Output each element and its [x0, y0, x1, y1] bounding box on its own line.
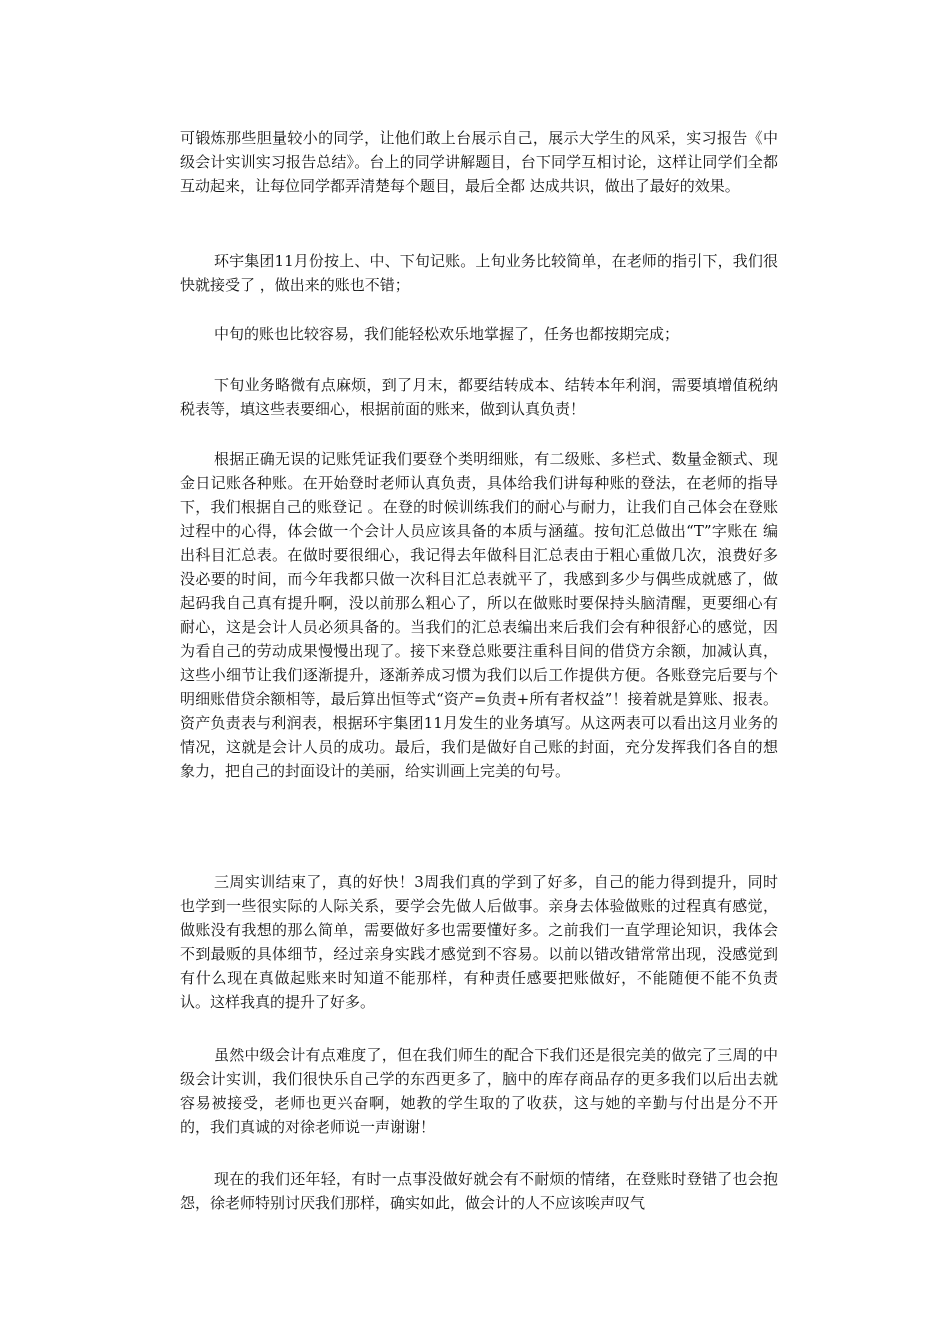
paragraph-4: 下旬业务略微有点麻烦，到了月末，都要结转成本、结转本年利润，需要填增值税纳税表等，填这些表要细心，根据前面的账来，做到认真负责！: [180, 376, 778, 418]
paragraph-1: 可锻炼那些胆量较小的同学，让他们敢上台展示自己，展示大学生的风采，实习报告《中级会计实训实习报告总结》。台上的同学讲解题目，台下同学互相讨论，这样让同学们全都互动起来，让每位同学都弄清楚每个题目，最后全都 达成共识，做出了最好的效果。: [180, 129, 778, 195]
paragraph-5: 根据正确无误的记账凭证我们要登个类明细账，有二级账、多栏式、数量金额式、现金日记账各种账。在开始登时老师认真负责，具体给我们讲每种账的登法，在老师的指导下，我们根据自己的账登记 。在登的时候训练我们的耐心与耐力，让我们自己体会在登账过程中的心得，体会做一个会计人员应该具备的本质与涵蕴。按旬汇总做出“T”字账在 编出科目汇总表。在做时要很细心，我记得去年做科目汇总表由于粗心重做几次，浪费好多没必要的时间，而今年我都只做一次科目汇总表就平了，我感到多少与偶些成就感了，做起码我自己真有提升啊，没以前那么粗心了，所以在做账时要保持头脑清醒，更要细心有耐心，这是会计人员必须具备的。当我们的汇总表编出来后我们会有种很舒心的感觉，因为看自己的劳动成果慢慢出现了。接下来登总账要注重科目间的借贷方余额，加减认真，这些小细节让我们逐渐提升，逐渐养成习惯为我们以后工作提供方便。各账登完后要与个明细账借贷余额相等，最后算出恒等式“资产=负责+所有者权益”！接着就是算账、报表。资产负责表与利润表，根据环宇集团11月发生的业务填写。从这两表可以看出这月业务的情况，这就是会计人员的成功。最后，我们是做好自己账的封面，充分发挥我们各自的想象力，把自己的封面设计的美丽，给实训画上完美的句号。: [180, 450, 778, 780]
paragraph-2: 环宇集团11月份按上、中、下旬记账。上旬业务比较简单，在老师的指引下，我们很快就接受了 ，做出来的账也不错；: [180, 252, 778, 294]
paragraph-8: 现在的我们还年轻，有时一点事没做好就会有不耐烦的情绪，在登账时登错了也会抱怨，徐老师特别讨厌我们那样，确实如此，做会计的人不应该唉声叹气: [180, 1170, 778, 1212]
paragraph-6: 三周实训结束了，真的好快！3周我们真的学到了好多，自己的能力得到提升，同时也学到一些很实际的人际关系，要学会先做人后做事。亲身去体验做账的过程真有感觉，做账没有我想的那么简单，需要做好多也需要懂好多。之前我们一直学理论知识，我体会不到最贩的具体细节，经过亲身实践才感觉到不容易。以前以错改错常常出现，没感觉到有什么现在真做起账来时知道不能那样，有种责任感要把账做好，不能随便不能不负责认。这样我真的提升了好多。: [180, 873, 778, 1011]
paragraph-3: 中旬的账也比较容易，我们能轻松欢乐地掌握了，任务也都按期完成；: [214, 325, 680, 343]
paragraph-7: 虽然中级会计有点难度了，但在我们师生的配合下我们还是很完美的做完了三周的中级会计实训，我们很快乐自己学的东西更多了，脑中的库存商品存的更多我们以后出去就容易被接受，老师也更兴奋啊，她教的学生取的了收获，这与她的辛勤与付出是分不开的，我们真诚的对徐老师说一声谢谢！: [180, 1046, 778, 1136]
